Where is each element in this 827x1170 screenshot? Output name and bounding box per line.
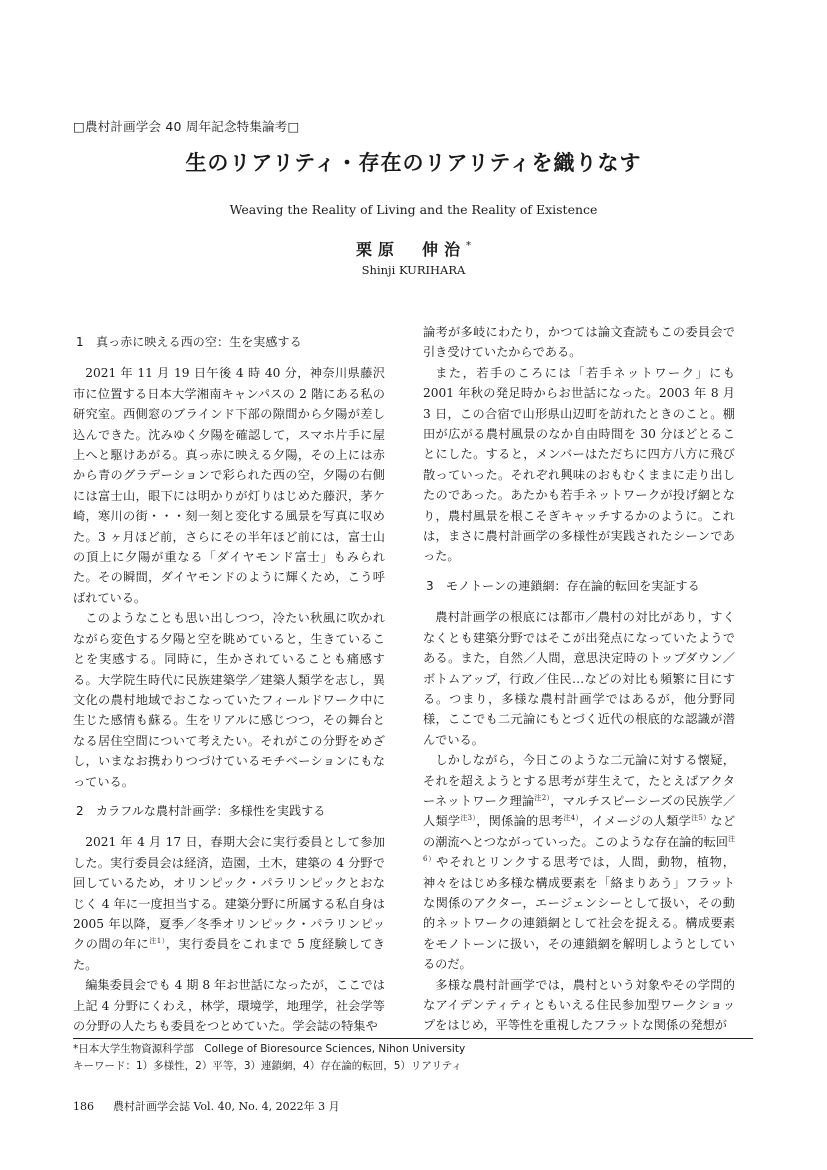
section-number: 2 <box>76 803 84 818</box>
section-title: モノトーンの連鎖網：存在論的転回を実証する <box>446 578 700 593</box>
footnote-divider <box>73 1038 753 1039</box>
section-heading-1 <box>73 332 385 352</box>
page-footer <box>73 1098 340 1114</box>
page-number: 186 <box>73 1100 94 1113</box>
paragraph: 農村計画学の根底には都市／農村の対比があり，すくなくとも建築分野ではそこが出発点になっていたようである。また，自然／人間，意思決定時のトップダウン／ボトムアップ，行政／住民…などの対比も頻繁に目にする。つまり，多様な農村計画学ではあるが，他分野同様，ここでも二元論にもとづく近代の根底的な認識が潜んでいる。 <box>423 610 735 747</box>
article-title-english: Weaving the Reality of Living and the Reality of Existence <box>229 202 598 217</box>
left-column <box>73 332 385 1036</box>
section-heading-2 <box>73 801 385 821</box>
paragraph-continued: 論考が多岐にわたり，かつては論文査読もこの委員会で引き受けていたからである。 <box>423 325 735 360</box>
section-heading-3 <box>423 576 735 596</box>
text-run: ，イメージの人類学 <box>579 814 692 829</box>
text-run: やそれとリンクする思考では，人間，動物，植物，神々をはじめ多様な構成要素を「絡まりあう」フラットな関係のアクター，エージェンシーとして扱い，その動的ネットワークの連鎖網として社会を捉える。構成要素をモノトーンに扱い，その連鎖網を解明しようとしているのだ。 <box>423 855 735 972</box>
text-run: しかしながら，今日このような二元論に対する懐疑，それを超えようとする思考が芽生えて，たとえばアクターネットワーク理論 <box>423 753 735 808</box>
author-affiliation: *日本大学生物資源科学部 College of Bioresource Sciences, Nihon University <box>73 1043 466 1055</box>
right-column <box>423 322 735 1036</box>
note-ref: 注3） <box>460 814 477 823</box>
journal-citation: 農村計画学会誌 Vol. 40, No. 4, 2022年 3 月 <box>113 1100 340 1113</box>
note-ref: 注1） <box>149 937 166 946</box>
note-ref: 注4） <box>563 814 580 823</box>
paragraph: このようなことも思い出しつつ，冷たい秋風に吹かれながら変色する夕陽と空を眺めていると，生きていることを実感する。同時に，生かされていることも痛感する。大学院生時代に民族建築学／建築人類学を志し，異文化の農村地域でおこなっていたフィールドワーク中に生じた感情も蘇る。生をリアルに感じつつ，その舞台となる居住空間について考えたい。それがこの分野をめざし，いまなお携わりつづけているモチベーションにもなっている。 <box>73 611 385 789</box>
note-ref: 注5） <box>691 814 711 823</box>
section-number: 1 <box>76 335 84 349</box>
paragraph: 2021 年 11 月 19 日午後 4 時 40 分，神奈川県藤沢市に位置する日本大学湘南キャンパスの 2 階にある私の研究室。西側窓のブラインド下部の隙間から夕陽が差し込んできた。沈みゆく夕陽を確認して，スマホ片手に屋上へと駆けあがる。真っ赤に映える夕陽，その上には赤から青のグラデーションで彩られた西の空，夕陽の右側には富士山，眼下には明かりが灯りはじめた藤沢，茅ケ崎，寒川の街・・・刻一刻と変化する風景を写真に収めた。3 ヶ月ほど前，さらにその半年ほど前には，富士山の頂上に夕陽が重なる「ダイヤモンド富士」もみられた。その瞬間，ダイヤモンドのように輝くため，こう呼ばれている。 <box>73 366 385 605</box>
text-run: ，実行委員をこれまで 5 度経験してきた。 <box>73 937 385 972</box>
note-ref: 注6） <box>423 834 735 864</box>
author-name-text: 栗原 伸治 <box>355 240 466 259</box>
author-mark: * <box>466 240 471 252</box>
paragraph: 編集委員会でも 4 期 8 年お世話になったが，ここでは上記 4 分野にくわえ，林学，環境学，地理学，社会学等の分野の人たちも委員をつとめていた。学会誌の特集や <box>73 978 385 1033</box>
paragraph <box>423 750 735 974</box>
text-run: 2021 年 4 月 17 日，春期大会に実行委員として参加した。実行委員会は経済，造園，土木，建築の 4 分野で回しているため，オリンピック・パラリンピックとおなじく 4 年に一度担当する。建築分野に所属する私自身は 2005 年以降，夏季／冬季オリンピック・パラリンピックの間の年に <box>73 835 385 952</box>
text-run: ，関係論的思考 <box>476 814 564 829</box>
article-title: 生のリアリティ・存在のリアリティを織りなす <box>185 150 642 175</box>
text-run: ，マルチスピーシーズの民族学／人類学 <box>423 793 736 829</box>
section-title: 真っ赤に映える西の空：生を実感する <box>96 335 302 349</box>
section-number: 3 <box>426 578 434 593</box>
paragraph: また，若手のころには「若手ネットワーク」にも 2001 年秋の発足時からお世話になった。2003 年 8 月 3 日，この合宿で山形県山辺町を訪れたときのこと。棚田が広がる農村風景のなか自由時間を 30 分ほどとることにした。すると，メンバーはただちに四方八方に飛び散っていった。それぞれ興味のおもむくままに走り出したのであった。あたかも若手ネットワークが投げ網となり，農村風景を根こそぎキャッチするかのように。これは，まさに農村計画学の多様性が実践されたシーンであった。 <box>423 365 735 564</box>
paragraph: 多様な農村計画学では，農村という対象やその学問的なアイデンティティともいえる住民参加型ワークショップをはじめ，平等性を重視したフラットな関係の発想が <box>423 977 735 1033</box>
note-ref: 注2） <box>534 793 551 802</box>
author-name-english: Shinji KURIHARA <box>361 263 466 277</box>
series-label: □農村計画学会 40 周年記念特集論考□ <box>73 119 300 134</box>
author-name <box>0 237 827 260</box>
paragraph <box>73 832 385 975</box>
section-title: カラフルな農村計画学：多様性を実践する <box>96 803 326 818</box>
keywords: キーワード：1）多様性，2）平等，3）連鎖網，4）存在論的転回，5）リアリティ <box>73 1060 462 1072</box>
footnote-block <box>73 1041 465 1075</box>
text-run: などの潮流へとつながっていった。このような存在論的転回 <box>423 814 736 849</box>
